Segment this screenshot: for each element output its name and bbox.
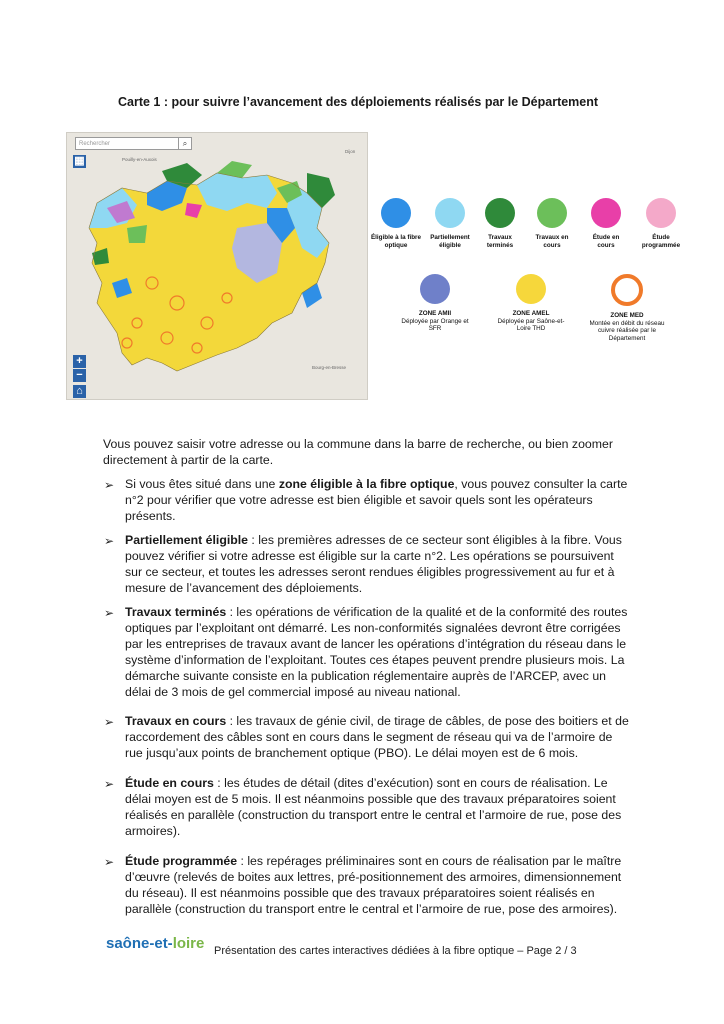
legend-zone-med: ZONE MED Montée en débit du réseau cuivre réalisée par le Département xyxy=(585,274,669,342)
interactive-map[interactable] xyxy=(66,132,368,400)
bullet-partial: Partiellement éligible : les premières adresses de ce secteur sont éligibles à la fibre. Vous pouvez vérifier si votre adresse est éligible sur la carte n°2. Les opérations se poursuivent sur ce secteur, et toutes les adresses seront rendues éligibles progressivement au fur et à mesure de l’avancement des déploiements. xyxy=(125,533,622,595)
map-search-input[interactable]: Rechercher xyxy=(75,137,179,150)
legend-item-works-ongoing: Travaux en cours xyxy=(530,198,574,249)
legend-swatch xyxy=(435,198,465,228)
legend-zone-amii: ZONE AMII Déployée par Orange et SFR xyxy=(400,274,470,333)
bullet-study-ongoing: Étude en cours : les études de détail (dites d’exécution) sont en cours de réalisation. Le délai moyen est de 5 mois. Il est néanmoins possible que des travaux préparatoires soient réalisés en parallèle (construction du transport entre le central et l’armoire de rue, pose des armoires). xyxy=(125,776,622,838)
legend-swatch xyxy=(485,198,515,228)
map-place-label: Dijon xyxy=(345,149,356,154)
bullet-eligible: Si vous êtes situé dans une zone éligible à la fibre optique, vous pouvez consulter la carte n°2 pour vérifier que votre adresse est bien éligible et savoir quels sont les opérateurs présents. xyxy=(125,477,628,523)
footer-caption: Présentation des cartes interactives dédiées à la fibre optique – Page 2 / 3 xyxy=(214,945,577,957)
legend-swatch xyxy=(646,198,676,228)
legend-item-works-done: Travaux terminés xyxy=(478,198,522,249)
bullet-works-ongoing: Travaux en cours : les travaux de génie civil, de tirage de câbles, de pose des boitiers et de raccordement des câbles sont en cours dans le segment de réseau qui va de l’armoire de rue jusqu’aux points de branchement optique (PBO). Le délai moyen est de 6 mois. xyxy=(125,714,629,760)
legend-swatch xyxy=(420,274,450,304)
legend-swatch xyxy=(381,198,411,228)
arrow-bullet-icon: ➢ xyxy=(104,855,115,869)
map-place-label: Bourg-en-Bresse xyxy=(312,365,347,370)
legend-item-study-ongoing: Étude en cours xyxy=(584,198,628,249)
page-title: Carte 1 : pour suivre l’avancement des déploiements réalisés par le Département xyxy=(118,95,599,109)
map-canvas[interactable] xyxy=(67,133,367,399)
bullet-study-planned: Étude programmée : les repérages préliminaires sont en cours de réalisation par le maître d’œuvre (relevés de boites aux lettres, pré-positionnement des armoires, dimensionnement du réseau). Il est néanmoins possible que des travaux préparatoires soient réalisés en parallèle (construction du transport entre le central et l’armoire de rue, pose des armoires). xyxy=(125,854,622,916)
bullet-works-done: Travaux terminés : les opérations de vérification de la qualité et de la conformité des routes optiques par l’exploitant ont démarré. Les non-conformités signalées devront être corrigées par les entreprises de travaux avant de lancer les opérations d’intégration du réseau dans le système d’information de l’exploitant. Toutes ces étapes peuvent prendre plusieurs mois. La démarche suivante consiste en la publication réglementaire auprès de l’ARCEP, avec un délai de 3 mois de gel commercial imposé au niveau national. xyxy=(125,605,628,699)
arrow-bullet-icon: ➢ xyxy=(104,478,115,492)
arrow-bullet-icon: ➢ xyxy=(104,777,115,791)
zoom-in-button[interactable]: + xyxy=(73,355,86,368)
legend-item-study-planned: Étude programmée xyxy=(636,198,686,249)
legend-zone-amel: ZONE AMEL Déployée par Saône-et-Loire THD xyxy=(493,274,569,333)
grid-icon[interactable]: ▦ xyxy=(74,155,85,167)
legend-item-partial: Partiellement éligible xyxy=(423,198,477,249)
intro-paragraph: Vous pouvez saisir votre adresse ou la commune dans la barre de recherche, ou bien zoomer directement à partir de la carte. xyxy=(103,437,613,467)
home-icon[interactable]: ⌂ xyxy=(73,385,86,398)
saone-et-loire-logo: saône-et-loire xyxy=(106,935,205,952)
arrow-bullet-icon: ➢ xyxy=(104,715,115,729)
legend-item-eligible: Éligible à la fibre optique xyxy=(370,198,422,249)
map-place-label: Pouilly-en-Auxois xyxy=(122,157,157,162)
zoom-out-button[interactable]: − xyxy=(73,369,86,382)
arrow-bullet-icon: ➢ xyxy=(104,534,115,548)
legend-swatch xyxy=(537,198,567,228)
magnifier-icon[interactable]: ⌕ xyxy=(178,137,192,150)
arrow-bullet-icon: ➢ xyxy=(104,606,115,620)
legend-swatch xyxy=(591,198,621,228)
legend-swatch xyxy=(516,274,546,304)
legend-swatch xyxy=(611,274,643,306)
